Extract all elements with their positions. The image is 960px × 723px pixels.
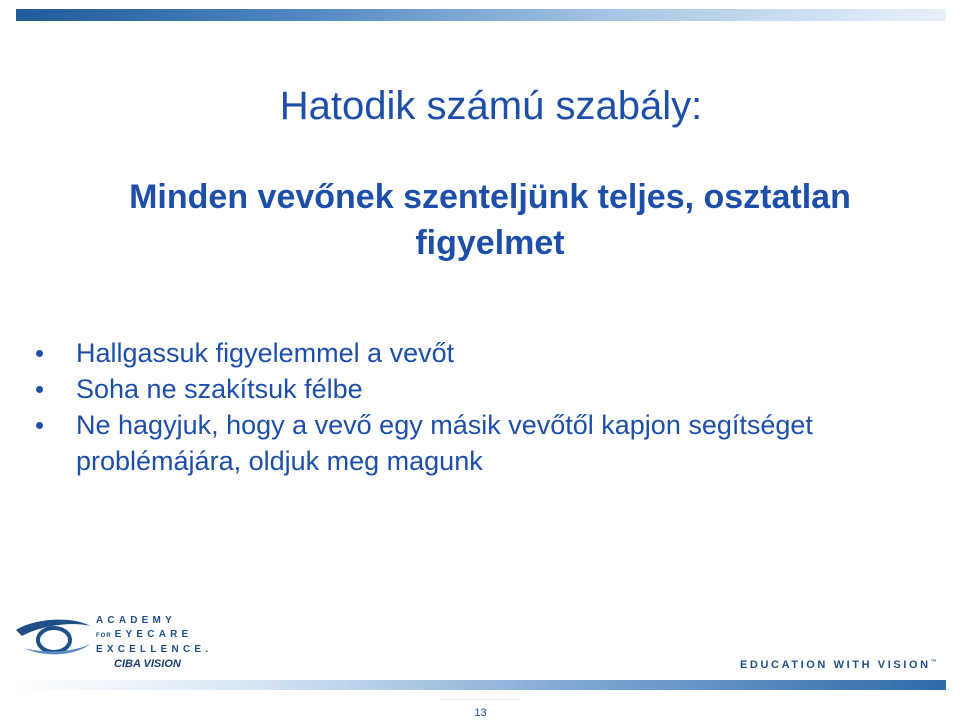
bullet-text: Ne hagyjuk, hogy a vevő egy másik vevőtől kapjon segítséget problémájára, oldjuk meg magunk [76, 410, 813, 476]
bullet-list [36, 335, 936, 479]
bullet-dot-icon [36, 350, 43, 357]
logo-line-eyecare-text: EYECARE [114, 629, 193, 640]
bullet-dot-icon [36, 386, 43, 393]
academy-logo [14, 612, 214, 676]
logo-line-for: FOR [96, 633, 112, 639]
ciba-vision-brand: CIBA VISION [114, 658, 181, 670]
bullet-item [36, 335, 936, 371]
bullet-text: Hallgassuk figyelemmel a vevőt [76, 338, 455, 368]
slide-subtitle: Minden vevőnek szenteljünk teljes, osztatlan figyelmet [129, 178, 851, 262]
page-number: 13 [474, 707, 487, 719]
page-number-box [441, 699, 520, 723]
bottom-decorative-bar [16, 680, 946, 690]
logo-line-academy: ACADEMY [96, 615, 176, 626]
bullet-dot-icon [36, 422, 43, 429]
academy-logo-text [96, 614, 212, 657]
tagline [740, 659, 937, 671]
tagline-text: EDUCATION WITH VISION [740, 659, 931, 671]
logo-line-eyecare [96, 628, 212, 643]
bullet-item [36, 407, 936, 479]
slide-title: Hatodik számú szabály: [279, 84, 703, 128]
logo-line-excellence: EXCELLENCE. [96, 644, 213, 655]
bullet-text: Soha ne szakítsuk félbe [76, 374, 363, 404]
academy-swoosh-logo-icon [14, 614, 92, 660]
top-decorative-bar [16, 9, 946, 21]
trademark-mark: ™ [930, 659, 937, 666]
bullet-item [36, 371, 936, 407]
